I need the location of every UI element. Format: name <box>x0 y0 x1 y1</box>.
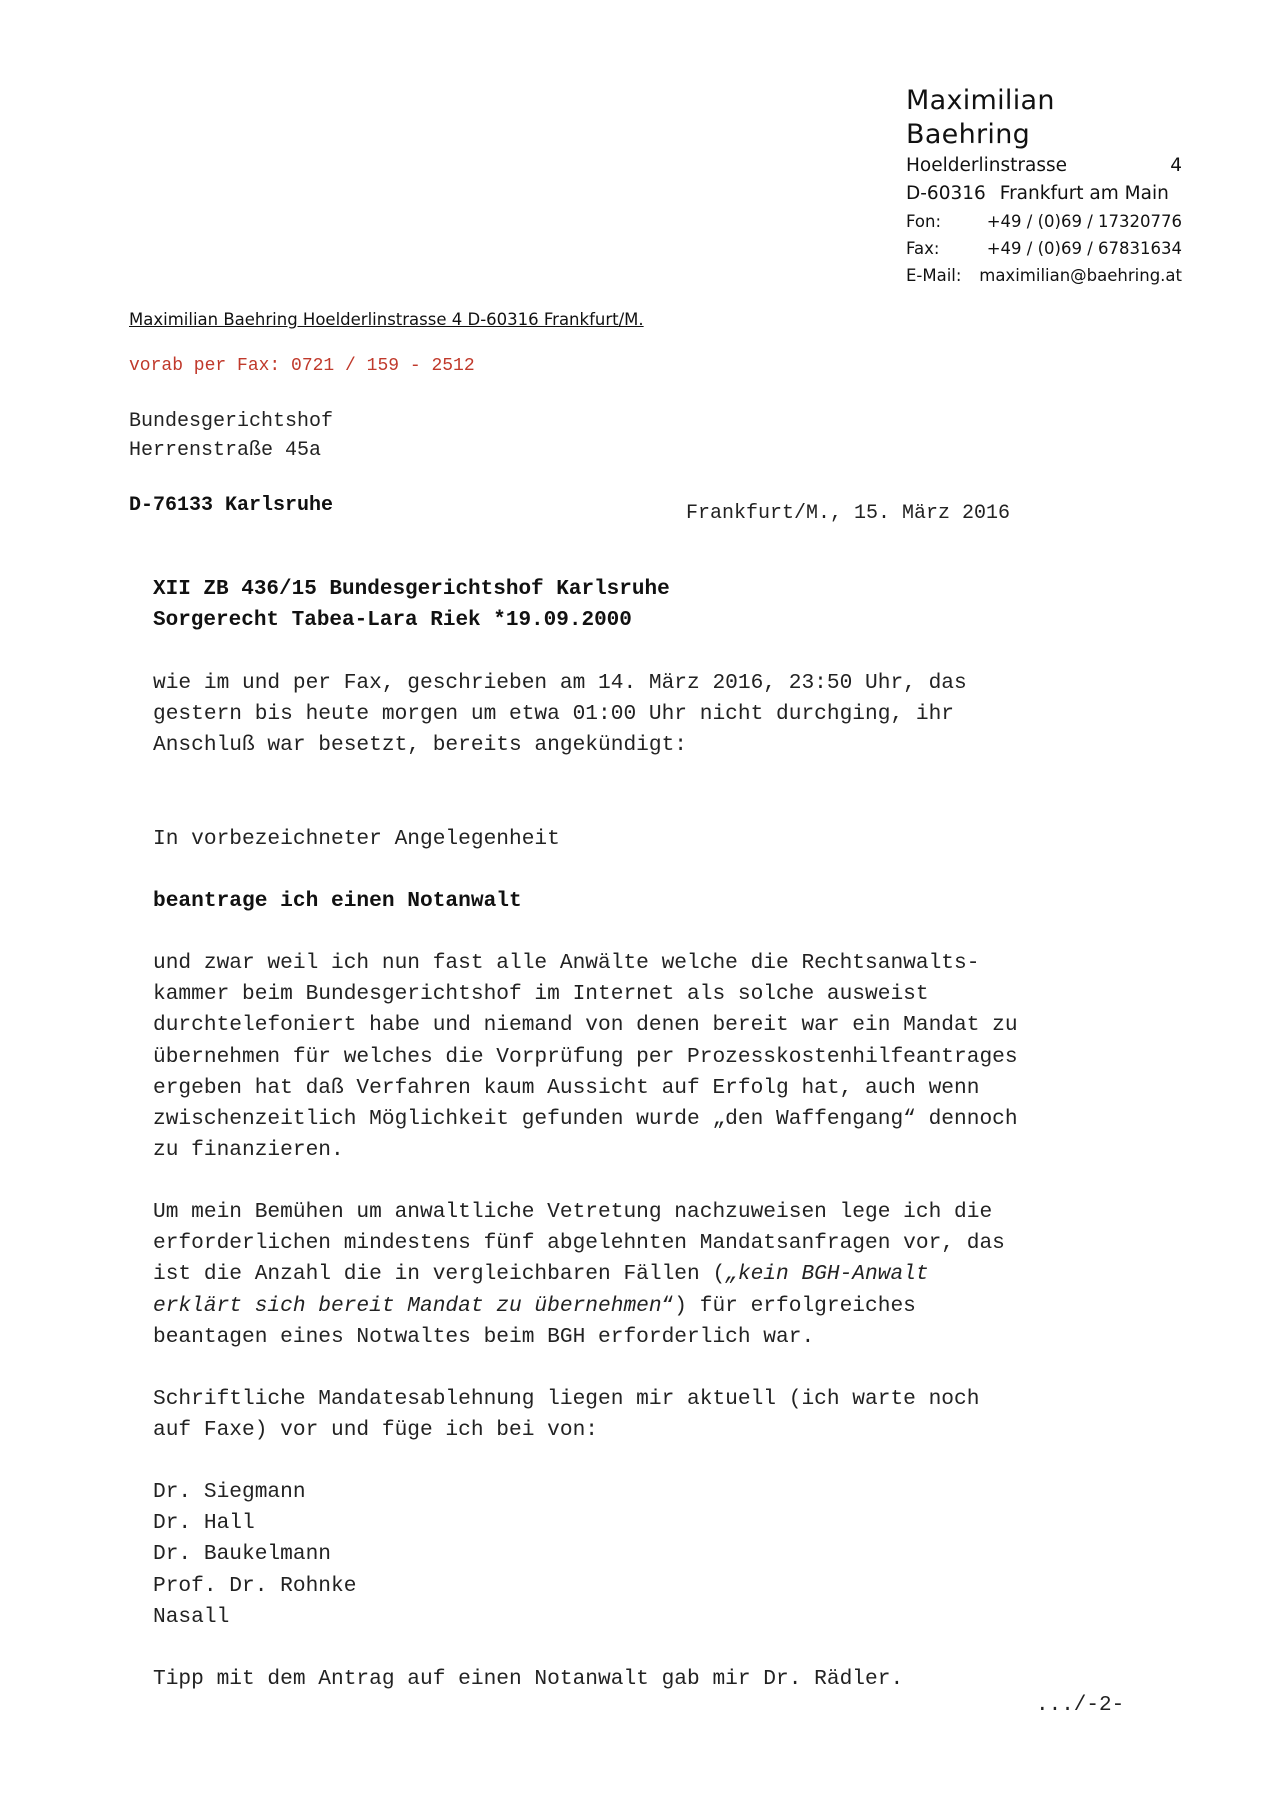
sender-city-line <box>906 180 1182 208</box>
sender-block <box>906 84 1182 289</box>
list-item: Dr. Siegmann <box>153 1480 306 1504</box>
proof-text-part-1: Um mein Bemühen um anwaltliche Vetretung nachzuweisen lege ich die erforderlichen mindestens fünf abgelehnten Mandatsanfragen vor, das ist die Anzahl die in vergleichbaren Fällen ( <box>153 1200 1005 1287</box>
reference-line-1: XII ZB 436/15 Bundesgerichtshof Karlsruhe <box>153 578 670 601</box>
sender-fax-label: Fax: <box>906 238 940 258</box>
sender-email: maximilian@baehring.at <box>979 265 1182 285</box>
request-heading: beantrage ich einen Notanwalt <box>153 889 522 913</box>
sender-house-number: 4 <box>1170 154 1182 176</box>
sender-phone-label: Fon: <box>906 211 942 231</box>
list-item: Prof. Dr. Rohnke <box>153 1573 357 1598</box>
list-item: Dr. Hall <box>153 1511 255 1536</box>
sender-name: Maximilian Baehring <box>906 85 1055 150</box>
sender-city: Frankfurt am Main <box>999 182 1169 204</box>
proof-text-part-2: “) für erfolgreiches beantagen eines Notwaltes beim BGH erforderlich war. <box>153 1293 916 1349</box>
sender-email-line <box>906 262 1182 289</box>
sender-email-label: E-Mail: <box>906 265 962 285</box>
sender-postcode: D-60316 <box>906 182 986 204</box>
sender-phone-line <box>906 208 1182 235</box>
date-line: Frankfurt/M., 15. März 2016 <box>686 502 1011 525</box>
sender-fax-line <box>906 235 1182 262</box>
sender-street: Hoelderlinstrasse <box>906 154 1067 176</box>
reason-paragraph: und zwar weil ich nun fast alle Anwälte welche die Rechtsanwalts- kammer beim Bundesgerichtshof im Internet als solche ausweist durchtelefoniert habe und niemand von denen bereit war ein Mandat zu übernehmen für welches die Vorprüfung per Prozesskostenhilfeantrages ergeben hat daß Verfahren kaum Aussicht auf Erfolg hat, auch wenn zwischenzeitlich Möglichkeit gefunden wurde „den Waffengang“ dennoch zu finanzieren. <box>153 951 1018 1163</box>
return-address-line: Maximilian Baehring Hoelderlinstrasse 4 D-60316 Frankfurt/M. <box>129 310 644 329</box>
intro-paragraph: wie im und per Fax, geschrieben am 14. März 2016, 23:50 Uhr, das gestern bis heute morgen um etwa 01:00 Uhr nicht durchging, ihr Anschluß war besetzt, bereits angekündigt: <box>153 671 967 758</box>
declines-paragraph: Schriftliche Mandatesablehnung liegen mir aktuell (ich warte noch auf Faxe) vor und füge ich bei von: <box>153 1387 980 1443</box>
tip-paragraph: Tipp mit dem Antrag auf einen Notanwalt gab mir Dr. Rädler. <box>153 1667 904 1691</box>
sender-fax: +49 / (0)69 / 67831634 <box>986 238 1182 258</box>
proof-paragraph <box>153 1197 1005 1353</box>
lawyer-list <box>153 1477 356 1633</box>
reference-line-2: Sorgerecht Tabea-Lara Riek *19.09.2000 <box>153 609 632 632</box>
matter-paragraph: In vorbezeichneter Angelegenheit <box>153 827 560 851</box>
sender-street-line <box>906 152 1182 180</box>
recipient-street: Herrenstraße 45a <box>129 439 322 462</box>
proof-quote: „kein BGH-Anwalt erklärt sich bereit Mandat zu übernehmen <box>153 1262 929 1318</box>
recipient-city: D-76133 Karlsruhe <box>129 494 334 517</box>
page-continuation-marker: .../-2- <box>1036 1694 1125 1717</box>
sender-phone: +49 / (0)69 / 17320776 <box>986 211 1182 231</box>
recipient-name: Bundesgerichtshof <box>129 410 334 433</box>
list-item: Dr. Baukelmann <box>153 1542 332 1567</box>
list-item: Nasall <box>153 1604 230 1629</box>
fax-note: vorab per Fax: 0721 / 159 - 2512 <box>129 356 475 376</box>
